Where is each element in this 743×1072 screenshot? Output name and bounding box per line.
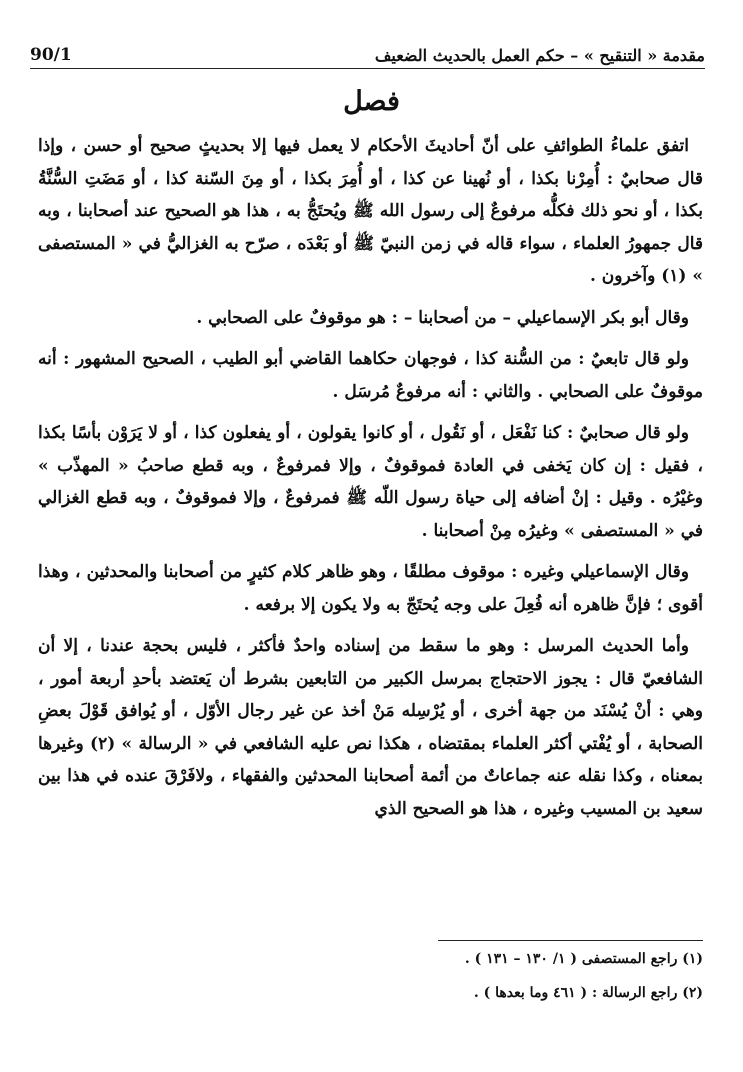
main-text bbox=[38, 130, 703, 834]
paragraph: وأما الحديث المرسل : وهو ما سقط من إسناده واحدٌ فأكثر ، فليس بحجة عندنا ، إلا أن الشافعيّ قال : يجوز الاحتجاج بمرسل الكبير من التابعين بشرط أن يَعتضد بأحدِ أربعة أمور ، وهي : أنْ يُسْنَد من جهة أخرى ، أو يُرْسِله مَنْ أخذ عن غير رجال الأوّل ، أو يُوافق قَوْلَ بعضِ الصحابة ، أو يُفْتي أكثر العلماء بمقتضاه ، هكذا نص عليه الشافعي في « الرسالة » (٢) وغيرها بمعناه ، وكذا نقله عنه جماعاتٌ من أئمة أصحابنا المحدثين والفقهاء ، ولافَرْقَ عنده في هذا بين سعيد بن المسيب وغيره ، هذا هو الصحيح الذي bbox=[38, 636, 704, 819]
paragraph: وقال أبو بكر الإسماعيلي – من أصحابنا – : هو موقوفٌ على الصحابي . bbox=[196, 307, 689, 328]
paragraph: ولو قال تابعيٌ : من السُّنة كذا ، فوجهان حكاهما القاضي أبو الطيب ، الصحيح المشهور : أنه موقوفٌ على الصحابي . والثاني : أنه مرفوعٌ مُرسَل . bbox=[38, 349, 703, 402]
paragraph: وقال الإسماعيلي وغيره : موقوف مطلقًا ، وهو ظاهر كلام كثيرٍ من أصحابنا والمحدثين ، وهذا أقوى ؛ فإنَّ ظاهره أنه فُعِلَ على وجه يُحتَجّ به ولا يكون إلا برفعه . bbox=[38, 562, 703, 615]
footnote: (١) راجع المستصفى ( ١/ ١٣٠ – ١٣١ ) . bbox=[464, 951, 703, 967]
paragraph: ولو قال صحابيٌ : كنا نَفْعَل ، أو نَقُول ، أو كانوا يقولون ، أو يفعلون كذا ، أو لا يَرَوْن بأسًا بكذا ، فقيل : إن كان يَخفى في العادة فموقوفٌ ، وإلا فمرفوعٌ ، وبه قطع صاحبُ « المهذّب » وغيْرُه . وقيل : إنْ أضافه إلى حياة رسول اللّه ﷺ فمرفوعٌ ، وإلا فموقوفٌ ، وبه قطع الغزالي في « المستصفى » وغيرُه مِنْ أصحابنا . bbox=[38, 423, 703, 541]
running-title: مقدمة « التنقيح » – حكم العمل بالحديث الضعيف bbox=[374, 46, 705, 65]
section-title: فصل bbox=[343, 86, 400, 117]
paragraph: اتفق علماءُ الطوائفِ على أنّ أحاديثَ الأحكام لا يعمل فيها إلا بحديثٍ صحيح أو حسن ، وإذا قال صحابيٌ : أُمِرْنا بكذا ، أو نُهينا عن كذا ، أو أُمِرَ بكذا ، أو مِنَ السّنة كذا ، أو مَضَتِ السُّنَّةُ بكذا ، أو نحو ذلك فكلُّه مرفوعٌ إلى رسول الله ﷺ ويُحتَجُّ به ، هذا هو الصحيح عند أصحابنا ، وبه قال جمهورُ العلماء ، سواء قاله في زمن النبيّ ﷺ أو بَعْدَه ، صرّح به الغزاليُّ في « المستصفى » (١) وآخرون . bbox=[38, 136, 703, 286]
running-header bbox=[30, 34, 705, 69]
footnote: (٢) راجع الرسالة : ( ٤٦١ وما بعدها ) . bbox=[473, 985, 703, 1001]
footnotes bbox=[40, 940, 703, 1015]
page-number: 90/1 bbox=[30, 45, 72, 65]
footnote-separator bbox=[438, 940, 703, 941]
